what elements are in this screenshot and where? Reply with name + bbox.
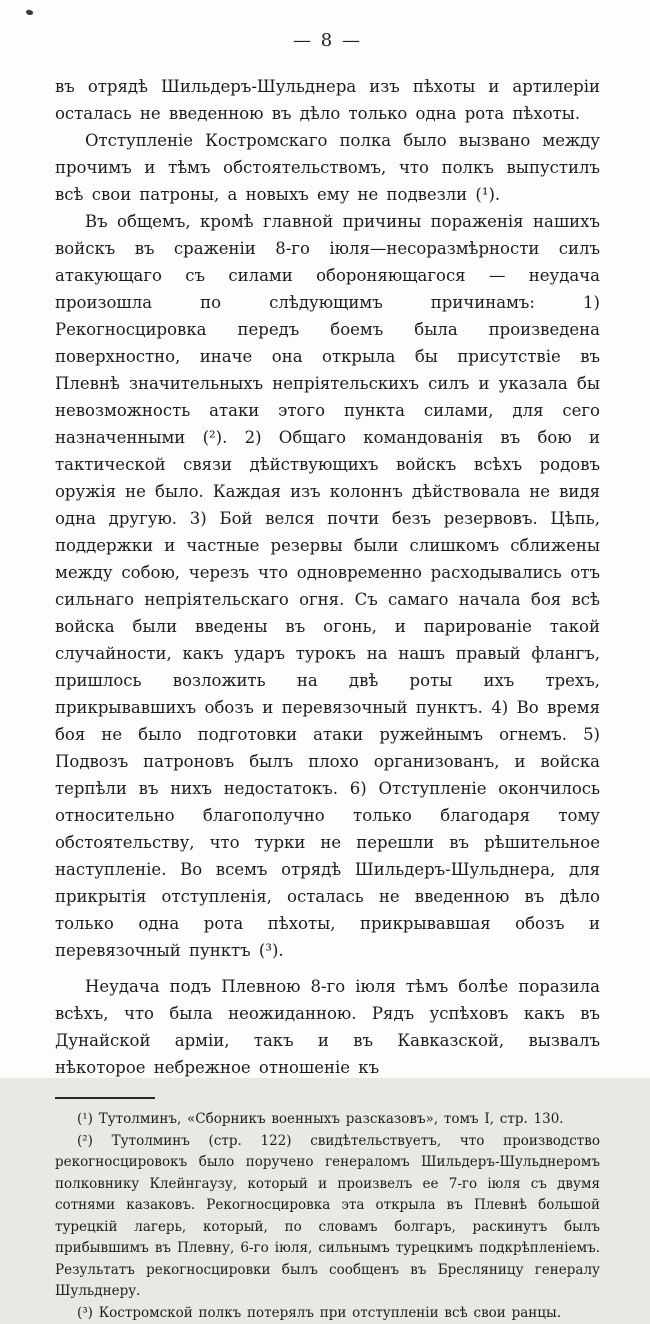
scan-artifact — [25, 9, 33, 16]
footnotes-block — [55, 1109, 600, 1324]
paragraph-continuation: въ отрядѣ Шильдеръ-Шульднера изъ пѣхоты и артилеріи осталась не введенною въ дѣло только одна рота пѣхоты. — [55, 73, 600, 127]
paragraph: Неудача подъ Плевною 8-го іюля тѣмъ болѣе поразила всѣхъ, что была неожиданною. Рядъ успѣховъ какъ въ Дунайской арміи, такъ и въ Кавказской, вызвалъ нѣкоторое небрежное отношеніе къ — [55, 973, 600, 1081]
paragraph: Отступленіе Костромскаго полка было вызвано между прочимъ и тѣмъ обстоятельствомъ, что полкъ выпустилъ всѣ свои патроны, а новыхъ ему не подвезли (¹). — [55, 127, 600, 208]
footnote-separator-rule — [55, 1097, 155, 1099]
page-number: — 8 — — [55, 30, 600, 51]
main-text-block — [55, 73, 600, 1081]
footnote: (²) Тутолминъ (стр. 122) свидѣтельствуетъ, что производство рекогносцировокъ было поручено генераломъ Шильдеръ-Шульднеромъ полковнику Клейнгаузу, который и произвелъ ее 7-го іюля съ двумя сотнями казаковъ. Рекогносцировка эта открыла въ Плевнѣ большой турецкій лагерь, который, по словамъ болгаръ, раскинутъ былъ прибывшимъ въ Плевну, 6-го іюля, сильнымъ турецкимъ подкрѣпленіемъ. Результатъ рекогносцировки былъ сообщенъ въ Бресляницу генералу Шульднеру. — [55, 1131, 600, 1303]
footnote: (³) Костромской полкъ потерялъ при отступленіи всѣ свои ранцы. — [55, 1303, 600, 1324]
paragraph: Въ общемъ, кромѣ главной причины пораженія нашихъ войскъ въ сраженіи 8-го іюля—несоразмѣрности силъ атакующаго съ силами обороняющагося — неудача произошла по слѣдующимъ причинамъ: 1) Рекогносцировка передъ боемъ была произведена поверхностно, иначе она открыла бы присутствіе въ Плевнѣ значительныхъ непріятельскихъ силъ и указала бы невозможность атаки этого пункта силами, для сего назначенными (²). 2) Общаго командованія въ бою и тактической связи дѣйствующихъ войскъ всѣхъ родовъ оружія не было. Каждая изъ колоннъ дѣйствовала не видя одна другую. 3) Бой велся почти безъ резервовъ. Цѣпь, поддержки и частные резервы были слишкомъ сближены между собою, черезъ что одновременно расходывались отъ сильнаго непріятельскаго огня. Съ самаго начала боя всѣ войска были введены въ огонь, и парированіе такой случайности, какъ ударъ турокъ на нашъ правый флангъ, пришлось возложить на двѣ роты ихъ трехъ, прикрывавшихъ обозъ и перевязочный пунктъ. 4) Во время боя не было подготовки атаки ружейнымъ огнемъ. 5) Подвозъ патроновъ былъ плохо организованъ, и войска терпѣли въ нихъ недостатокъ. 6) Отступленіе окончилось относительно благополучно только благодаря тому обстоятельству, что турки не перешли въ рѣшительное наступленіе. Во всемъ отрядѣ Шильдеръ-Шульднера, для прикрытія отступленія, осталась не введенною въ дѣло только одна рота пѣхоты, прикрывавшая обозъ и перевязочный пунктъ (³). — [55, 208, 600, 964]
footnote: (¹) Тутолминъ, «Сборникъ военныхъ разсказовъ», томъ I, стр. 130. — [55, 1109, 600, 1131]
